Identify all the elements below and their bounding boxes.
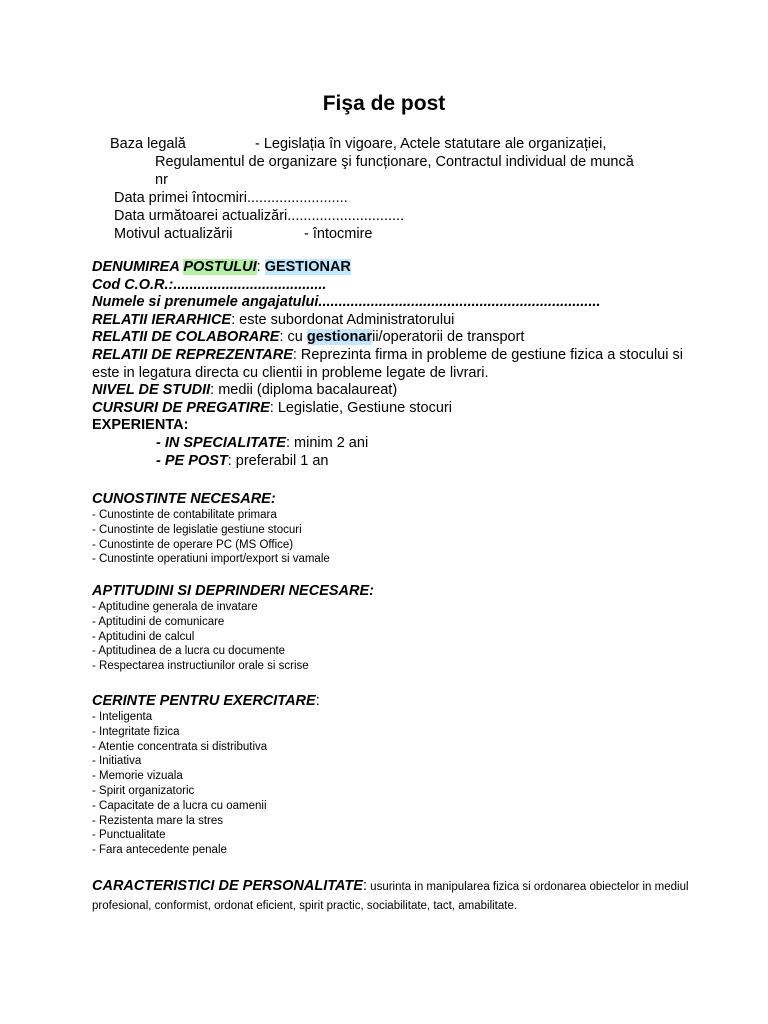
list-item: - Respectarea instructiunilor orale si scrise	[92, 660, 309, 673]
baza-legala-text-1: - Legislația în vigoare, Actele statutare ale organizației,	[255, 136, 607, 152]
exp-specialitate-row	[92, 435, 692, 453]
exp-post-row	[92, 453, 692, 471]
motivul-label: Motivul actualizării	[114, 226, 233, 242]
data-urmatoarei-actualizari: Data următoarei actualizări.............................	[114, 208, 405, 224]
relatii-colaborare-row	[92, 329, 692, 347]
job-fields	[92, 259, 692, 470]
data-primei-intocmiri: Data primei întocmiri.........................	[114, 190, 348, 206]
cunostinte-heading: CUNOSTINTE NECESARE:	[92, 491, 276, 507]
aptitudini-list	[92, 600, 692, 674]
cerinte-heading: CERINTE PENTRU EXERCITARE	[92, 693, 316, 709]
personalitate-label: CARACTERISTICI DE PERSONALITATE	[92, 878, 363, 894]
list-item: - Aptitudine generala de invatare	[92, 601, 258, 613]
denumirea-row	[92, 259, 692, 277]
denumirea-label: DENUMIREA	[92, 259, 184, 275]
postului-label: POSTULUI	[183, 259, 257, 275]
cunostinte-section	[92, 490, 692, 567]
aptitudini-heading: APTITUDINI SI DEPRINDERI NECESARE:	[92, 583, 374, 599]
list-item: - Inteligenta	[92, 711, 153, 723]
motivul-row	[110, 225, 634, 243]
cursuri-value: : Legislatie, Gestiune stocuri	[269, 399, 452, 416]
experienta-label: EXPERIENTA:	[92, 417, 189, 434]
cod-cor: Cod C.O.R.:......................................	[92, 276, 327, 293]
list-item: - Memorie vizuala	[92, 770, 183, 783]
list-item: - Spirit organizatoric	[92, 784, 195, 797]
cerinte-heading-row	[92, 692, 692, 710]
baza-legala-label: Baza legală	[110, 136, 186, 152]
motivul-value: - întocmire	[304, 226, 373, 242]
nivel-studii-label: NIVEL DE STUDII	[92, 382, 211, 399]
exp-post-value: : preferabil 1 an	[227, 452, 329, 469]
relatii-colaborare-highlight: gestionar	[306, 329, 373, 346]
list-item: - Aptitudini de comunicare	[92, 615, 225, 628]
cerinte-list	[92, 710, 692, 858]
cerinte-heading-suffix: :	[315, 693, 320, 709]
relatii-ierarhice-value: : este subordonat Administratorului	[231, 311, 455, 328]
list-item: - Rezistenta mare la stres	[92, 814, 224, 827]
baza-legala-text-2: Regulamentul de organizare şi funcționare, Contractul individual de muncă	[155, 154, 634, 170]
cerinte-section	[92, 692, 692, 858]
baza-legala-text-3: nr	[155, 172, 168, 188]
relatii-ierarhice-row	[92, 312, 692, 330]
document-meta	[110, 135, 634, 243]
exp-specialitate-value: : minim 2 ani	[285, 434, 369, 451]
list-item: - Capacitate de a lucra cu oamenii	[92, 799, 267, 812]
exp-specialitate-label: - IN SPECIALITATE	[156, 434, 286, 451]
relatii-reprezentare-row	[92, 347, 692, 382]
list-item: - Cunostinte de operare PC (MS Office)	[92, 538, 294, 551]
baza-legala-row	[110, 135, 634, 153]
list-item: - Fara antecedente penale	[92, 844, 227, 857]
relatii-colaborare-label: RELATII DE COLABORARE	[92, 329, 280, 346]
personalitate-colon: :	[362, 878, 367, 894]
list-item: - Aptitudinea de a lucra cu documente	[92, 645, 286, 658]
colon: :	[256, 259, 265, 275]
document-title: Fişa de post	[322, 92, 446, 115]
aptitudini-section	[92, 582, 692, 674]
list-item: - Cunostinte operatiuni import/export si vamale	[92, 553, 330, 566]
personalitate-paragraph	[92, 877, 692, 915]
relatii-ierarhice-label: RELATII IERARHICE	[92, 311, 232, 328]
relatii-reprezentare-label: RELATII DE REPREZENTARE	[92, 346, 293, 363]
relatii-reprezentare-value: : Reprezinta firma in probleme de gestiune fizica a stocului si este in legatura directa cu clientii in probleme legate de livrari.	[92, 346, 683, 381]
relatii-colaborare-pre: : cu	[279, 329, 307, 346]
cunostinte-list	[92, 508, 692, 567]
cursuri-label: CURSURI DE PREGATIRE	[92, 399, 270, 416]
relatii-colaborare-post: ii/operatorii de transport	[372, 329, 525, 346]
numele-angajatului: Numele si prenumele angajatului......................................................................	[92, 294, 601, 311]
list-item: - Punctualitate	[92, 829, 166, 842]
cursuri-row	[92, 400, 692, 418]
personalitate-text: usurinta in manipularea fizica si ordonarea obiectelor in mediul profesional, conformist, ordonat eficient, spirit practic, sociabilitate, tact, amabilitate.	[92, 881, 689, 912]
exp-post-label: - PE POST	[156, 452, 228, 469]
list-item: - Cunostinte de contabilitate primara	[92, 509, 277, 521]
job-title-value: GESTIONAR	[264, 259, 351, 275]
list-item: - Aptitudini de calcul	[92, 630, 195, 643]
list-item: - Integritate fizica	[92, 725, 180, 738]
nivel-studii-value: : medii (diploma bacalaureat)	[210, 382, 398, 399]
list-item: - Initiativa	[92, 755, 142, 768]
nivel-studii-row	[92, 382, 692, 400]
list-item: - Cunostinte de legislatie gestiune stocuri	[92, 523, 302, 536]
list-item: - Atentie concentrata si distributiva	[92, 740, 268, 753]
